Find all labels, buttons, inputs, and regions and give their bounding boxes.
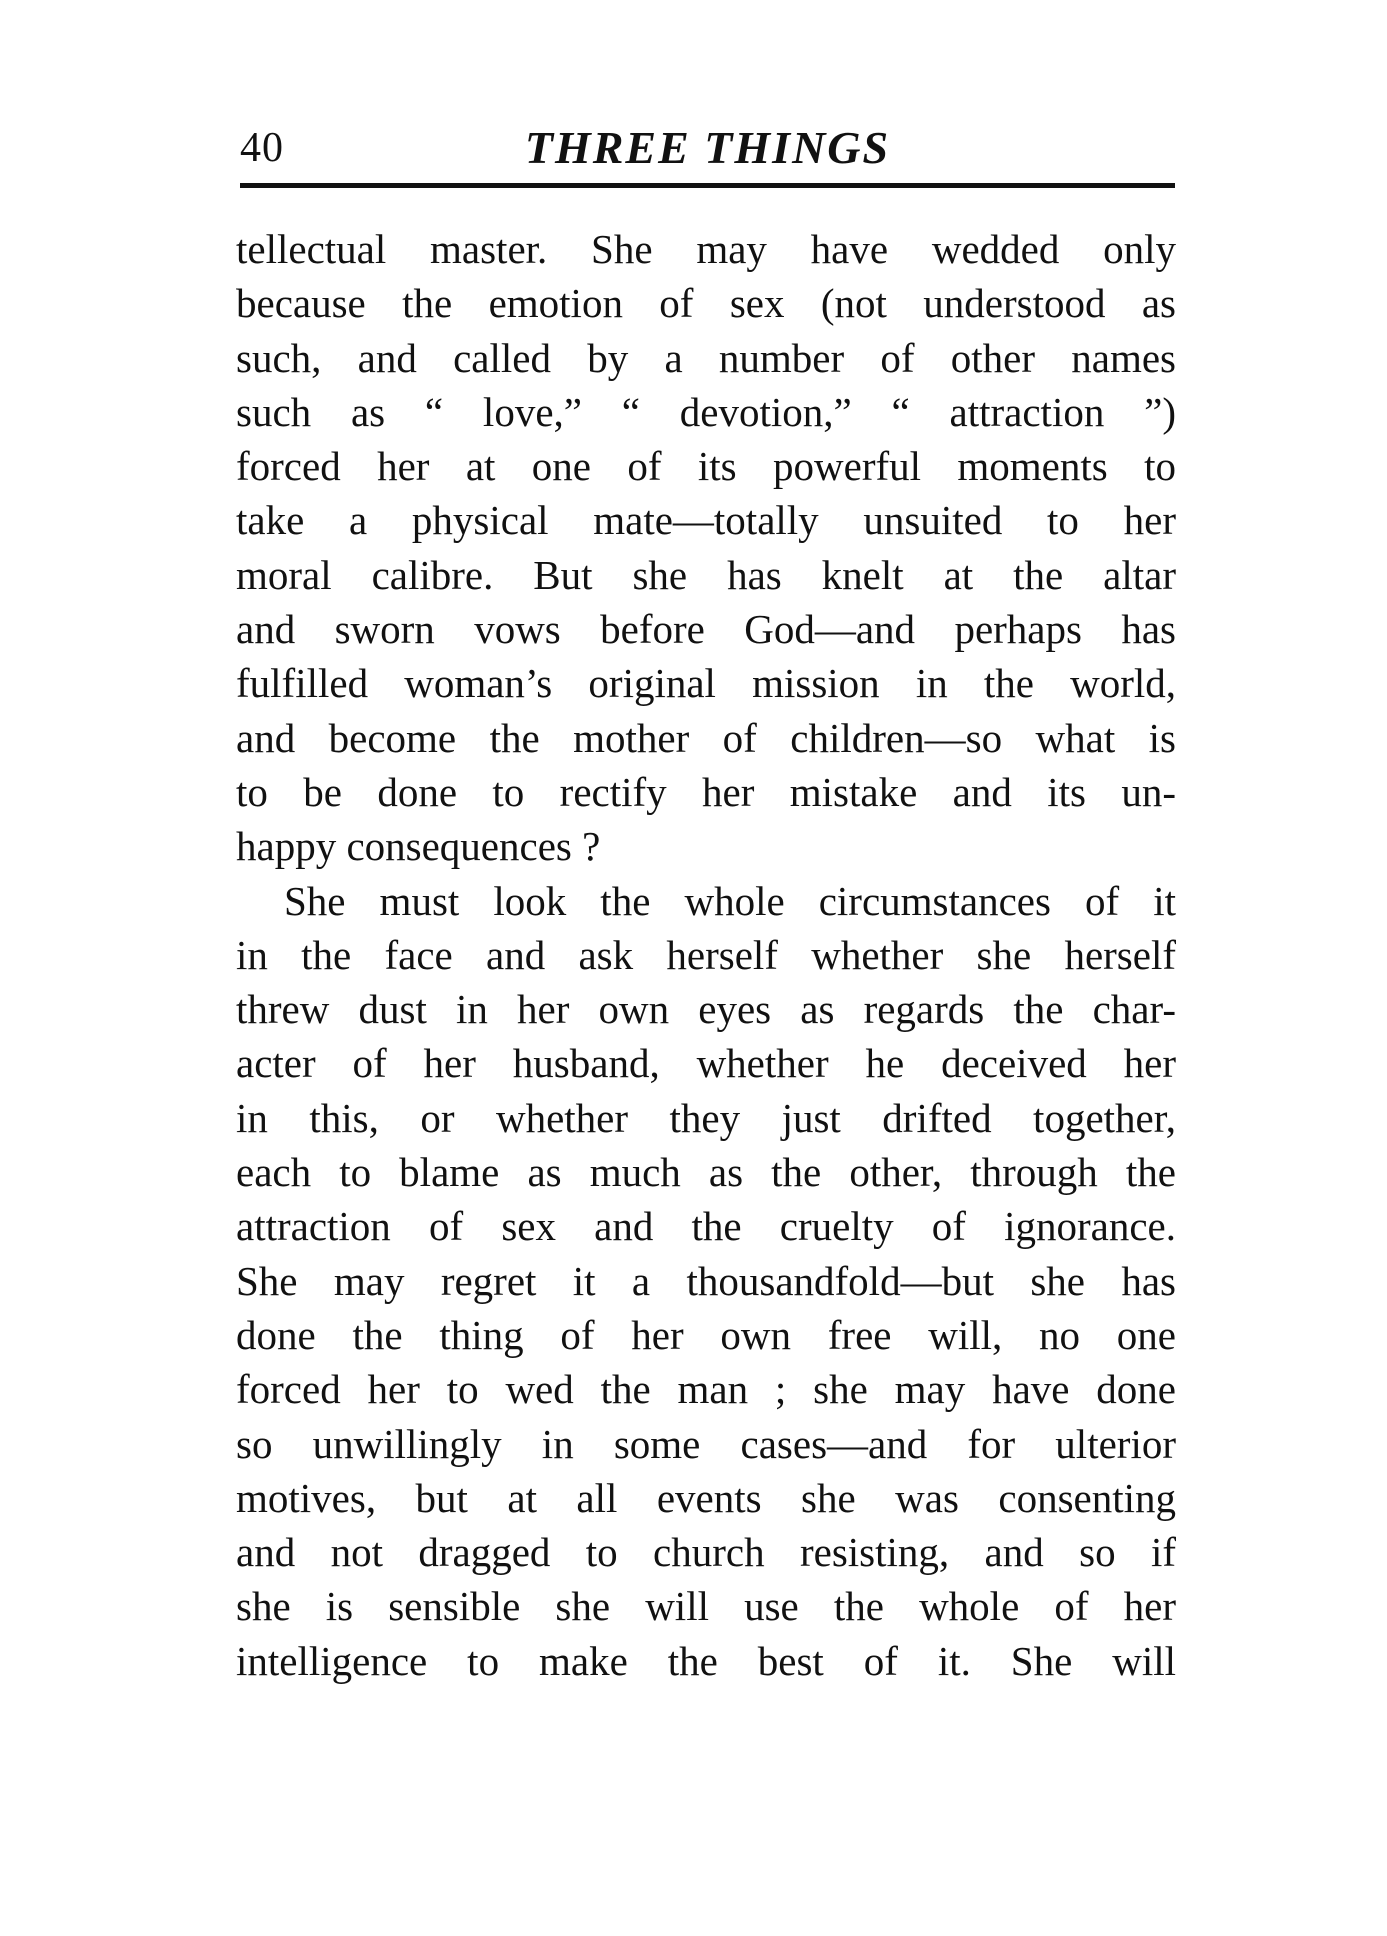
text-line: in this, or whether they just drifted together, (236, 1094, 1176, 1141)
text-line: She must look the whole circumstances of it (284, 877, 1176, 924)
text-line: and not dragged to church resisting, and so if (236, 1529, 1176, 1576)
text-line: such as “ love,” “ devotion,” “ attraction ”) (236, 388, 1176, 435)
text-line: forced her to wed the man ; she may have done (236, 1366, 1176, 1413)
running-title: THREE THINGS (524, 122, 891, 173)
text-line: acter of her husband, whether he deceived her (236, 1040, 1176, 1087)
text-line: done the thing of her own free will, no one (236, 1311, 1176, 1358)
text-line: forced her at one of its powerful moments to (236, 443, 1176, 490)
text-line: fulfilled woman’s original mission in the world, (236, 660, 1176, 707)
page-header (240, 118, 1175, 178)
text-line: tellectual master. She may have wedded only (236, 226, 1176, 272)
text-line: because the emotion of sex (not understood as (236, 280, 1176, 327)
text-line: attraction of sex and the cruelty of ignorance. (236, 1203, 1176, 1250)
text-line: and sworn vows before God—and perhaps has (236, 606, 1176, 653)
text-line: take a physical mate—totally unsuited to her (236, 497, 1176, 544)
text-line: intelligence to make the best of it. She will (236, 1637, 1176, 1684)
text-line: and become the mother of children—so what is (236, 714, 1176, 761)
text-line: She may regret it a thousandfold—but she has (236, 1257, 1176, 1304)
text-line: she is sensible she will use the whole of her (236, 1583, 1176, 1630)
text-line: so unwillingly in some cases—and for ulterior (236, 1420, 1176, 1467)
text-line: to be done to rectify her mistake and its un- (236, 768, 1176, 815)
page-number: 40 (240, 125, 284, 171)
text-line: each to blame as much as the other, through the (236, 1149, 1176, 1196)
text-line: happy consequences ? (236, 823, 601, 870)
text-line: moral calibre. But she has knelt at the altar (236, 551, 1176, 598)
body-text (236, 222, 1176, 1688)
text-line: motives, but at all events she was consenting (236, 1474, 1176, 1521)
text-line: such, and called by a number of other names (236, 334, 1176, 381)
header-rule (240, 183, 1175, 188)
text-line: threw dust in her own eyes as regards the char- (236, 986, 1176, 1033)
text-line: in the face and ask herself whether she herself (236, 931, 1176, 978)
